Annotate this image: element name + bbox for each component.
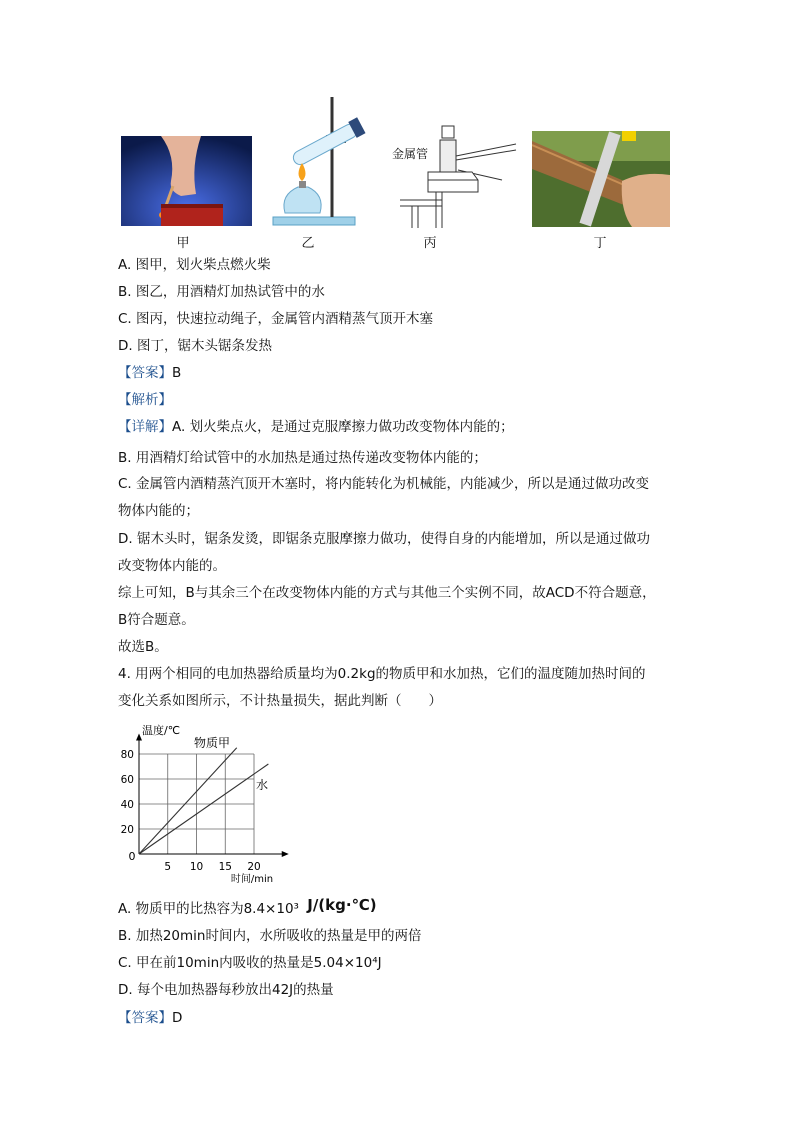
figure-ding-saw-photo	[532, 131, 670, 227]
q3-option-c: C. 图丙，快速拉动绳子，金属管内酒精蒸气顶开木塞	[118, 311, 434, 327]
metal-tube-icon	[392, 120, 522, 230]
figure-bing-metal-tube-diagram	[392, 120, 522, 230]
q4-option-a-text: A. 物质甲的比热容为8.4×10³	[118, 901, 299, 917]
y-tick-label: 40	[120, 799, 134, 811]
x-axis-arrow	[282, 851, 289, 857]
y-tick-label: 80	[120, 749, 134, 761]
figure-jia-match-photo	[121, 136, 252, 226]
q3-detail-line	[118, 417, 514, 437]
q3-detail-line: B符合题意。	[118, 612, 195, 628]
chart-grid	[139, 754, 254, 854]
series-line-jia	[139, 748, 237, 854]
caption-bing: 丙	[423, 236, 437, 251]
q4-option-c: C. 甲在前10min内吸收的热量是5.04×10⁴J	[118, 955, 382, 971]
x-tick-label: 15	[218, 861, 232, 873]
detail-text: A. 划火柴点火，是通过克服摩擦力做功改变物体内能的；	[172, 419, 514, 435]
x-tick-label: 10	[189, 861, 204, 873]
chart-origin-label: 0	[128, 850, 136, 863]
series-label-water: 水	[256, 778, 269, 792]
bing-metal-tube-label: 金属管	[392, 147, 429, 161]
q3-option-d: D. 图丁，锯木头锯条发热	[118, 338, 272, 354]
answer-tag: 【答案】	[118, 1010, 172, 1026]
q3-option-a: A. 图甲，划火柴点燃火柴	[118, 257, 271, 273]
q3-answer	[118, 363, 181, 383]
q3-detail-line: C. 金属管内酒精蒸汽顶开木塞时，将内能转化为机械能，内能减少，所以是通过做功改变	[118, 476, 650, 492]
series-label-jia: 物质甲	[194, 736, 231, 750]
q3-detail-line: 改变物体内能的。	[118, 558, 226, 574]
detail-tag: 【详解】	[118, 419, 172, 435]
temperature-time-chart	[112, 716, 302, 886]
x-tick-label: 20	[247, 861, 261, 873]
q3-option-b: B. 图乙，用酒精灯加热试管中的水	[118, 284, 325, 300]
q3-detail-line: 综上可知，B与其余三个在改变物体内能的方式与其他三个实例不同，故ACD不符合题意，	[118, 585, 656, 601]
q3-detail-line: D. 锯木头时，锯条发烫，即锯条克服摩擦力做功，使得自身的内能增加，所以是通过做功	[118, 531, 650, 547]
chart-axes	[136, 734, 289, 858]
caption-yi: 乙	[301, 236, 315, 251]
x-tick-label: 5	[164, 861, 172, 873]
series-line-water	[139, 764, 268, 854]
q3-detail-line: 故选B。	[118, 639, 168, 655]
answer-value: D	[172, 1010, 183, 1026]
figure-yi-heating-diagram	[270, 95, 380, 230]
answer-tag: 【答案】	[118, 365, 172, 381]
q4-answer	[118, 1008, 182, 1028]
answer-value: B	[172, 365, 182, 381]
chart-y-label: 温度/℃	[142, 724, 181, 737]
match-photo-icon	[121, 136, 252, 226]
q3-analysis-tag: 【解析】	[118, 392, 172, 408]
saw-photo-icon	[532, 131, 670, 227]
q4-option-a-unit: J/(kg·℃)	[307, 896, 377, 914]
q3-detail-line: 物体内能的；	[118, 503, 199, 519]
q4-stem-line: 变化关系如图所示，不计热量损失，据此判断（ ）	[118, 693, 442, 709]
q4-stem-line: 4. 用两个相同的电加热器给质量均为0.2kg的物质甲和水加热，它们的温度随加热时间的	[118, 666, 646, 682]
y-tick-label: 60	[120, 774, 134, 786]
alcohol-lamp-icon	[270, 95, 380, 230]
chart-x-label: 时间/min	[230, 874, 274, 885]
chart-series	[139, 748, 268, 854]
q4-option-b: B. 加热20min时间内，水所吸收的热量是甲的两倍	[118, 928, 422, 944]
caption-jia: 甲	[176, 236, 190, 251]
caption-ding: 丁	[593, 236, 607, 251]
q3-detail-line: B. 用酒精灯给试管中的水加热是通过热传递改变物体内能的；	[118, 450, 487, 466]
y-tick-label: 20	[120, 824, 134, 836]
q4-option-a	[118, 898, 377, 919]
q4-option-d: D. 每个电加热器每秒放出42J的热量	[118, 982, 334, 998]
